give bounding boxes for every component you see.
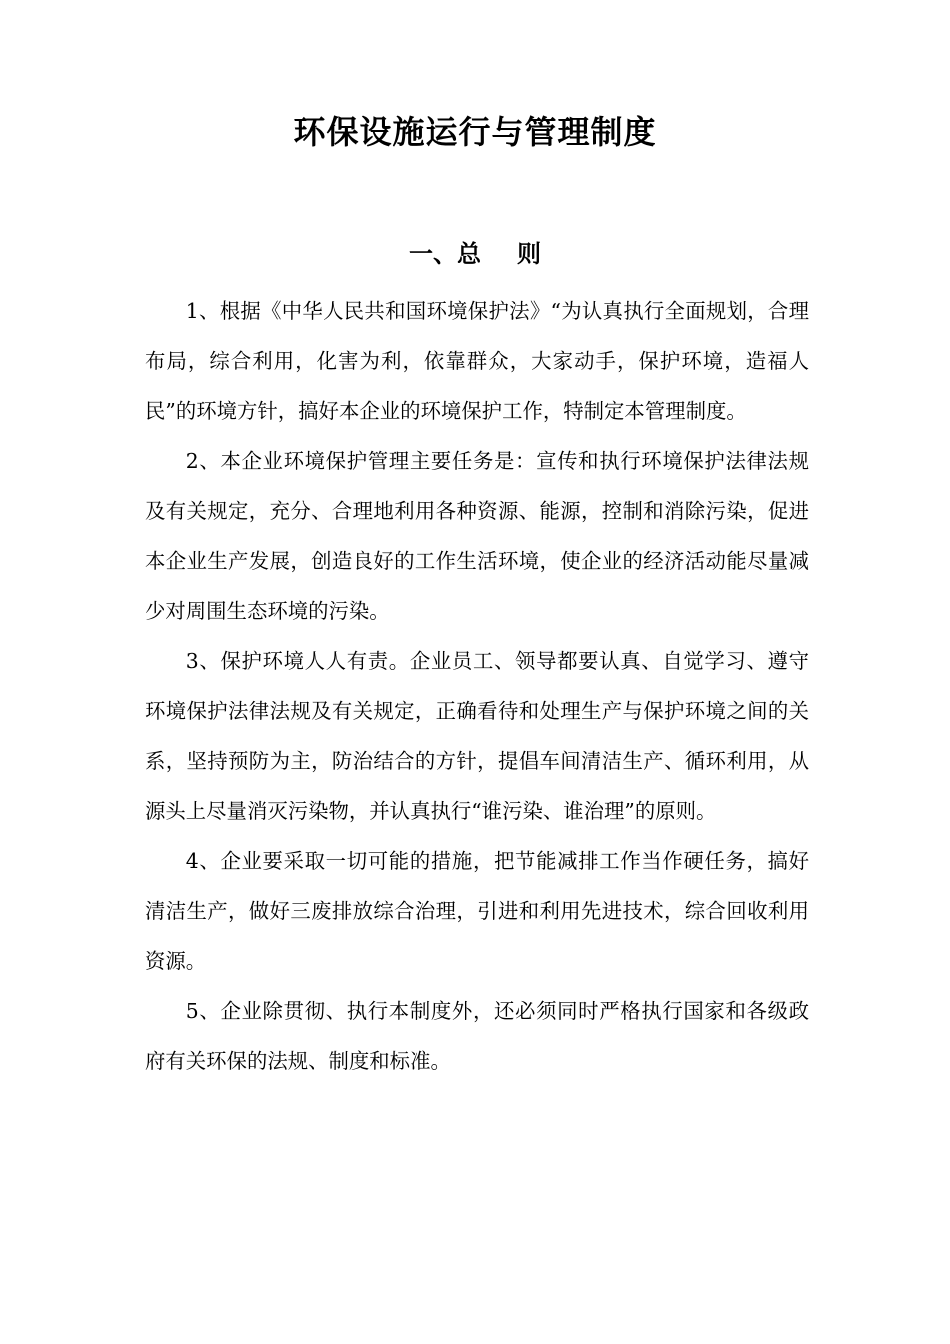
section-heading (0, 232, 950, 276)
section-heading-number: 一、总 (409, 240, 481, 268)
paragraph-4: 4、企业要采取一切可能的措施，把节能减排工作当作硬任务，搞好清洁生产，做好三废排放综合治理，引进和利用先进技术，综合回收利用资源。 (145, 849, 809, 973)
paragraph-2: 2、本企业环境保护管理主要任务是：宣传和执行环境保护法律法规及有关规定，充分、合理地利用各种资源、能源，控制和消除污染，促进本企业生产发展，创造良好的工作生活环境，使企业的经济活动能尽量减少对周围生态环境的污染。 (145, 449, 809, 623)
section-body (145, 286, 809, 1086)
paragraph-5: 5、企业除贯彻、执行本制度外，还必须同时严格执行国家和各级政府有关环保的法规、制度和标准。 (145, 999, 809, 1073)
section-heading-word: 则 (517, 240, 541, 268)
document-title: 环保设施运行与管理制度 (293, 113, 657, 151)
paragraph-3: 3、保护环境人人有责。企业员工、领导都要认真、自觉学习、遵守环境保护法律法规及有关规定，正确看待和处理生产与保护环境之间的关系，坚持预防为主，防治结合的方针，提倡车间清洁生产、循环利用，从源头上尽量消灭污染物，并认真执行“谁污染、谁治理”的原则。 (145, 649, 809, 823)
paragraph-1: 1、根据《中华人民共和国环境保护法》“为认真执行全面规划，合理布局，综合利用，化害为利，依靠群众，大家动手，保护环境，造福人民”的环境方针，搞好本企业的环境保护工作，特制定本管理制度。 (145, 299, 809, 423)
